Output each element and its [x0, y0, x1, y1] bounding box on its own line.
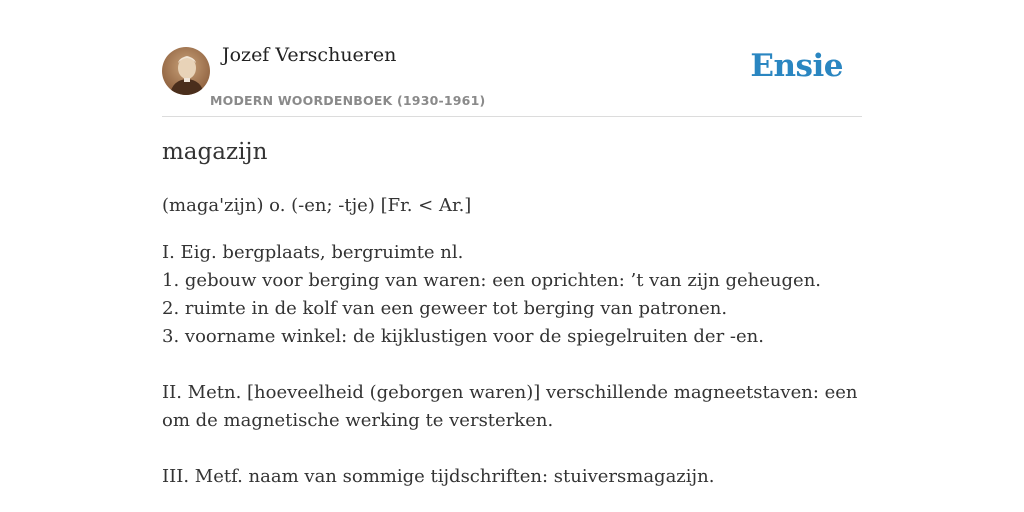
spacer — [162, 351, 862, 379]
definition-line: 1. gebouw voor berging van waren: een oprichten: ’t van zijn geheugen. — [162, 270, 822, 291]
author-name[interactable]: Jozef Verschueren — [222, 44, 397, 66]
headword: magazijn — [162, 139, 268, 165]
definition-line: 3. voorname winkel: de kijklustigen voor de spiegelruiten der -en. — [162, 326, 764, 347]
author-portrait-icon — [162, 47, 210, 95]
definition-line: II. Metn. [hoeveelheid (geborgen waren)] verschillende magneetstaven: een om de magnetische werking te versterken. — [162, 382, 858, 431]
definition-line: I. Eig. bergplaats, bergruimte nl. — [162, 242, 464, 263]
brand-logo[interactable]: Ensie — [750, 48, 843, 84]
definition-line: III. Metf. naam van sommige tijdschriften: stuiversmagazijn. — [162, 466, 715, 487]
entry-card — [162, 0, 862, 487]
author-avatar[interactable] — [162, 47, 210, 95]
pronunciation: (maga'zijn) o. (-en; -tje) [Fr. < Ar.] — [162, 195, 472, 216]
definitions — [162, 239, 862, 491]
definition-line: 2. ruimte in de kolf van een geweer tot berging van patronen. — [162, 298, 728, 319]
entry-header — [162, 0, 862, 117]
source-dictionary[interactable]: MODERN WOORDENBOEK (1930-1961) — [210, 93, 486, 108]
spacer — [162, 435, 862, 463]
